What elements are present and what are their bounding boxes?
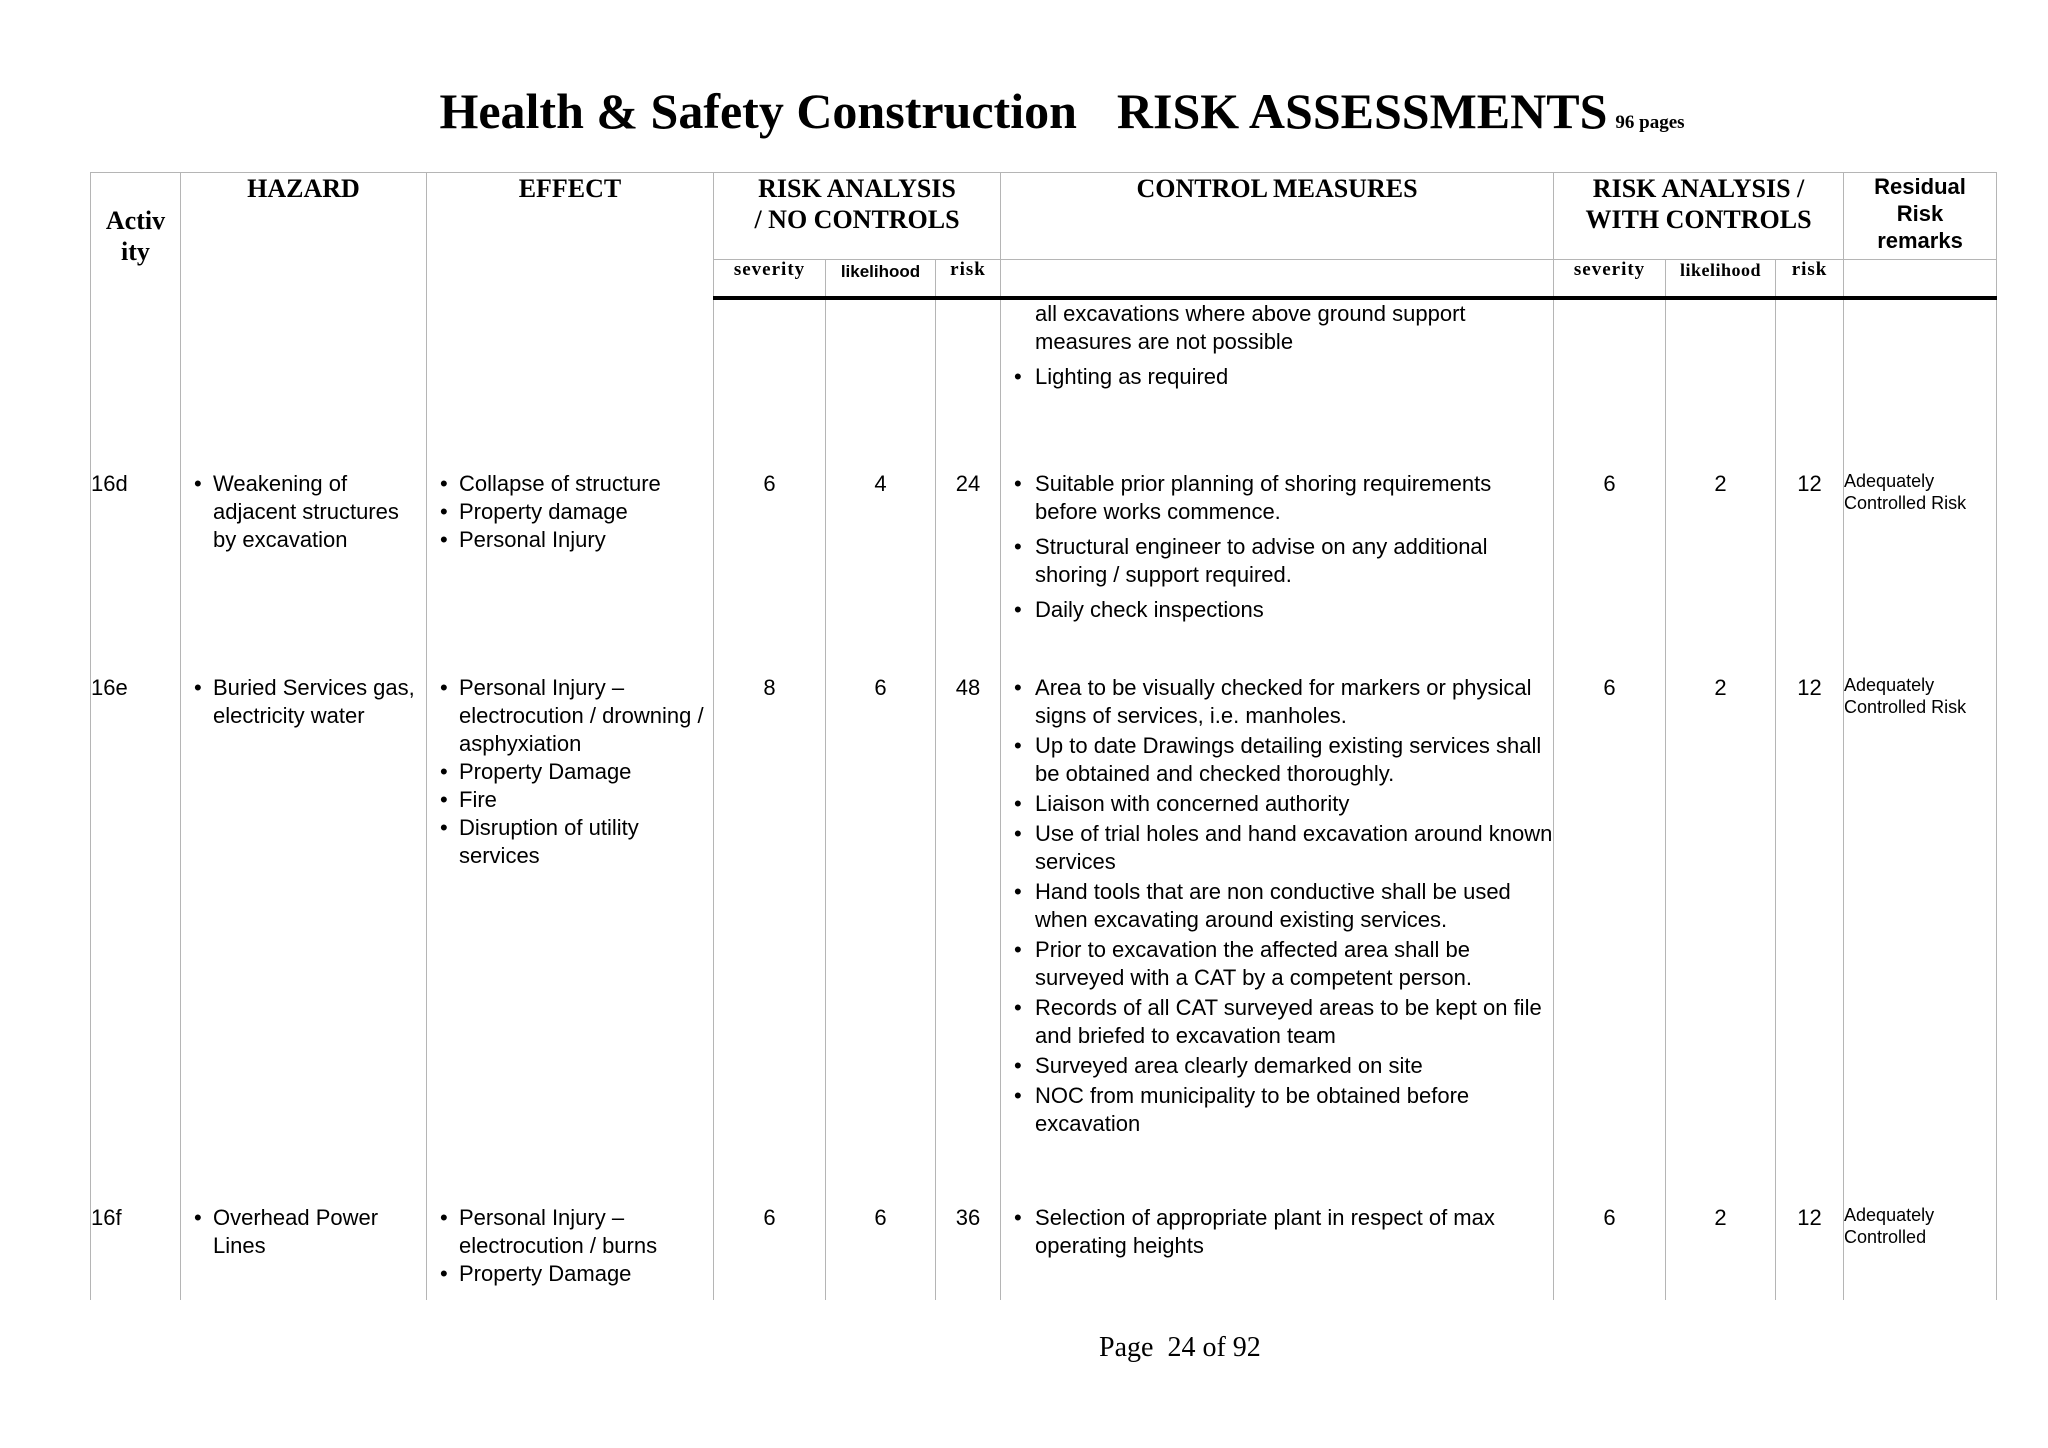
subcol-blank <box>1001 260 1554 299</box>
control-item: • Area to be visually checked for markers or physical signs of services, i.e. manholes. <box>1001 674 1553 730</box>
control-item: • Lighting as required <box>1001 363 1553 391</box>
likelihood-controlled-value: 2 <box>1666 1204 1776 1300</box>
control-item: • Surveyed area clearly demarked on site <box>1001 1052 1553 1080</box>
risk-controlled-value: 12 <box>1776 470 1844 674</box>
control-item: • Up to date Drawings detailing existing services shall be obtained and checked thoroughly. <box>1001 732 1553 788</box>
risk-controlled-value: 12 <box>1776 674 1844 1204</box>
table-row-continuation <box>91 298 1997 470</box>
effect-item: • Fire <box>427 786 713 814</box>
document-title <box>0 82 2048 140</box>
control-item: • Suitable prior planning of shoring requirements before works commence. <box>1001 470 1553 526</box>
col-control-measures: CONTROL MEASURES <box>1001 173 1554 260</box>
col-residual: Residual Risk remarks <box>1844 173 1997 260</box>
title-main: Health & Safety Construction <box>439 83 1077 139</box>
col-hazard: HAZARD <box>181 173 427 299</box>
hazard-item: • Buried Services gas, electricity water <box>181 674 426 730</box>
page-label: Page <box>1099 1332 1154 1363</box>
control-item: • Daily check inspections <box>1001 596 1553 624</box>
effect-item: • Collapse of structure <box>427 470 713 498</box>
subcol-severity: severity <box>714 260 826 299</box>
effect-item: • Personal Injury – electrocution / burns <box>427 1204 713 1260</box>
control-item: • NOC from municipality to be obtained before excavation <box>1001 1082 1553 1138</box>
subcol-likelihood: likelihood <box>826 260 936 299</box>
likelihood-value: 6 <box>826 1204 936 1300</box>
effect-item: • Personal Injury – electrocution / drowning / asphyxiation <box>427 674 713 758</box>
control-measures-cell <box>1001 1204 1554 1300</box>
control-item: • Use of trial holes and hand excavation around known services <box>1001 820 1553 876</box>
control-item: • Liaison with concerned authority <box>1001 790 1553 818</box>
subcol-severity-c: severity <box>1554 260 1666 299</box>
residual-remarks: Adequately Controlled <box>1844 1204 1997 1300</box>
subcol-blank-residual <box>1844 260 1997 299</box>
col-risk-no-controls: RISK ANALYSIS / NO CONTROLS <box>714 173 1001 260</box>
table-row <box>91 1204 1997 1300</box>
severity-value: 6 <box>714 1204 826 1300</box>
hazard-item: • Overhead Power Lines <box>181 1204 426 1260</box>
activity-id: 16e <box>91 674 181 1204</box>
effect-item: • Disruption of utility services <box>427 814 713 870</box>
effect-cell <box>427 674 714 1204</box>
page-number: 24 of 92 <box>1167 1332 1261 1363</box>
pages-note: 96 pages <box>1615 112 1685 133</box>
likelihood-value: 6 <box>826 674 936 1204</box>
risk-value: 48 <box>936 674 1001 1204</box>
control-measures-cell <box>1001 298 1554 470</box>
control-measures-cell <box>1001 674 1554 1204</box>
severity-controlled-value: 6 <box>1554 1204 1666 1300</box>
control-item: • Structural engineer to advise on any additional shoring / support required. <box>1001 533 1553 589</box>
control-item: • Selection of appropriate plant in respect of max operating heights <box>1001 1204 1553 1260</box>
risk-controlled-value: 12 <box>1776 1204 1844 1300</box>
effect-item: • Property Damage <box>427 1260 713 1288</box>
effect-item: • Property Damage <box>427 758 713 786</box>
table-row <box>91 470 1997 674</box>
table-row <box>91 674 1997 1204</box>
effect-cell <box>427 470 714 674</box>
risk-value: 36 <box>936 1204 1001 1300</box>
control-item: • Hand tools that are non conductive shall be used when excavating around existing services. <box>1001 878 1553 934</box>
subcol-risk: risk <box>936 260 1001 299</box>
severity-value: 6 <box>714 470 826 674</box>
severity-controlled-value: 6 <box>1554 674 1666 1204</box>
activity-id: 16f <box>91 1204 181 1300</box>
residual-remarks: Adequately Controlled Risk <box>1844 674 1997 1204</box>
activity-id: 16d <box>91 470 181 674</box>
hazard-cell <box>181 674 427 1204</box>
risk-value: 24 <box>936 470 1001 674</box>
control-continuation-text: all excavations where above ground support measures are not possible <box>1035 301 1466 354</box>
severity-controlled-value: 6 <box>1554 470 1666 674</box>
hazard-item: • Weakening of adjacent structures by excavation <box>181 470 426 554</box>
control-item: • Prior to excavation the affected area shall be surveyed with a CAT by a competent person. <box>1001 936 1553 992</box>
likelihood-controlled-value: 2 <box>1666 470 1776 674</box>
col-risk-with-controls: RISK ANALYSIS / WITH CONTROLS <box>1554 173 1844 260</box>
title-sub: RISK ASSESSMENTS <box>1116 83 1608 139</box>
hazard-cell <box>181 470 427 674</box>
subcol-likelihood-c: likelihood <box>1666 260 1776 299</box>
subcol-risk-c: risk <box>1776 260 1844 299</box>
effect-item: • Property damage <box>427 498 713 526</box>
effect-item: • Personal Injury <box>427 526 713 554</box>
control-item: • Records of all CAT surveyed areas to be kept on file and briefed to excavation team <box>1001 994 1553 1050</box>
effect-cell <box>427 1204 714 1300</box>
col-effect: EFFECT <box>427 173 714 299</box>
hazard-cell <box>181 1204 427 1300</box>
control-measures-cell <box>1001 470 1554 674</box>
likelihood-value: 4 <box>826 470 936 674</box>
likelihood-controlled-value: 2 <box>1666 674 1776 1204</box>
risk-assessment-table <box>90 172 1997 1300</box>
residual-remarks: Adequately Controlled Risk <box>1844 470 1997 674</box>
col-activity: Activ ity <box>91 173 181 299</box>
severity-value: 8 <box>714 674 826 1204</box>
page-footer <box>1099 1332 1261 1364</box>
